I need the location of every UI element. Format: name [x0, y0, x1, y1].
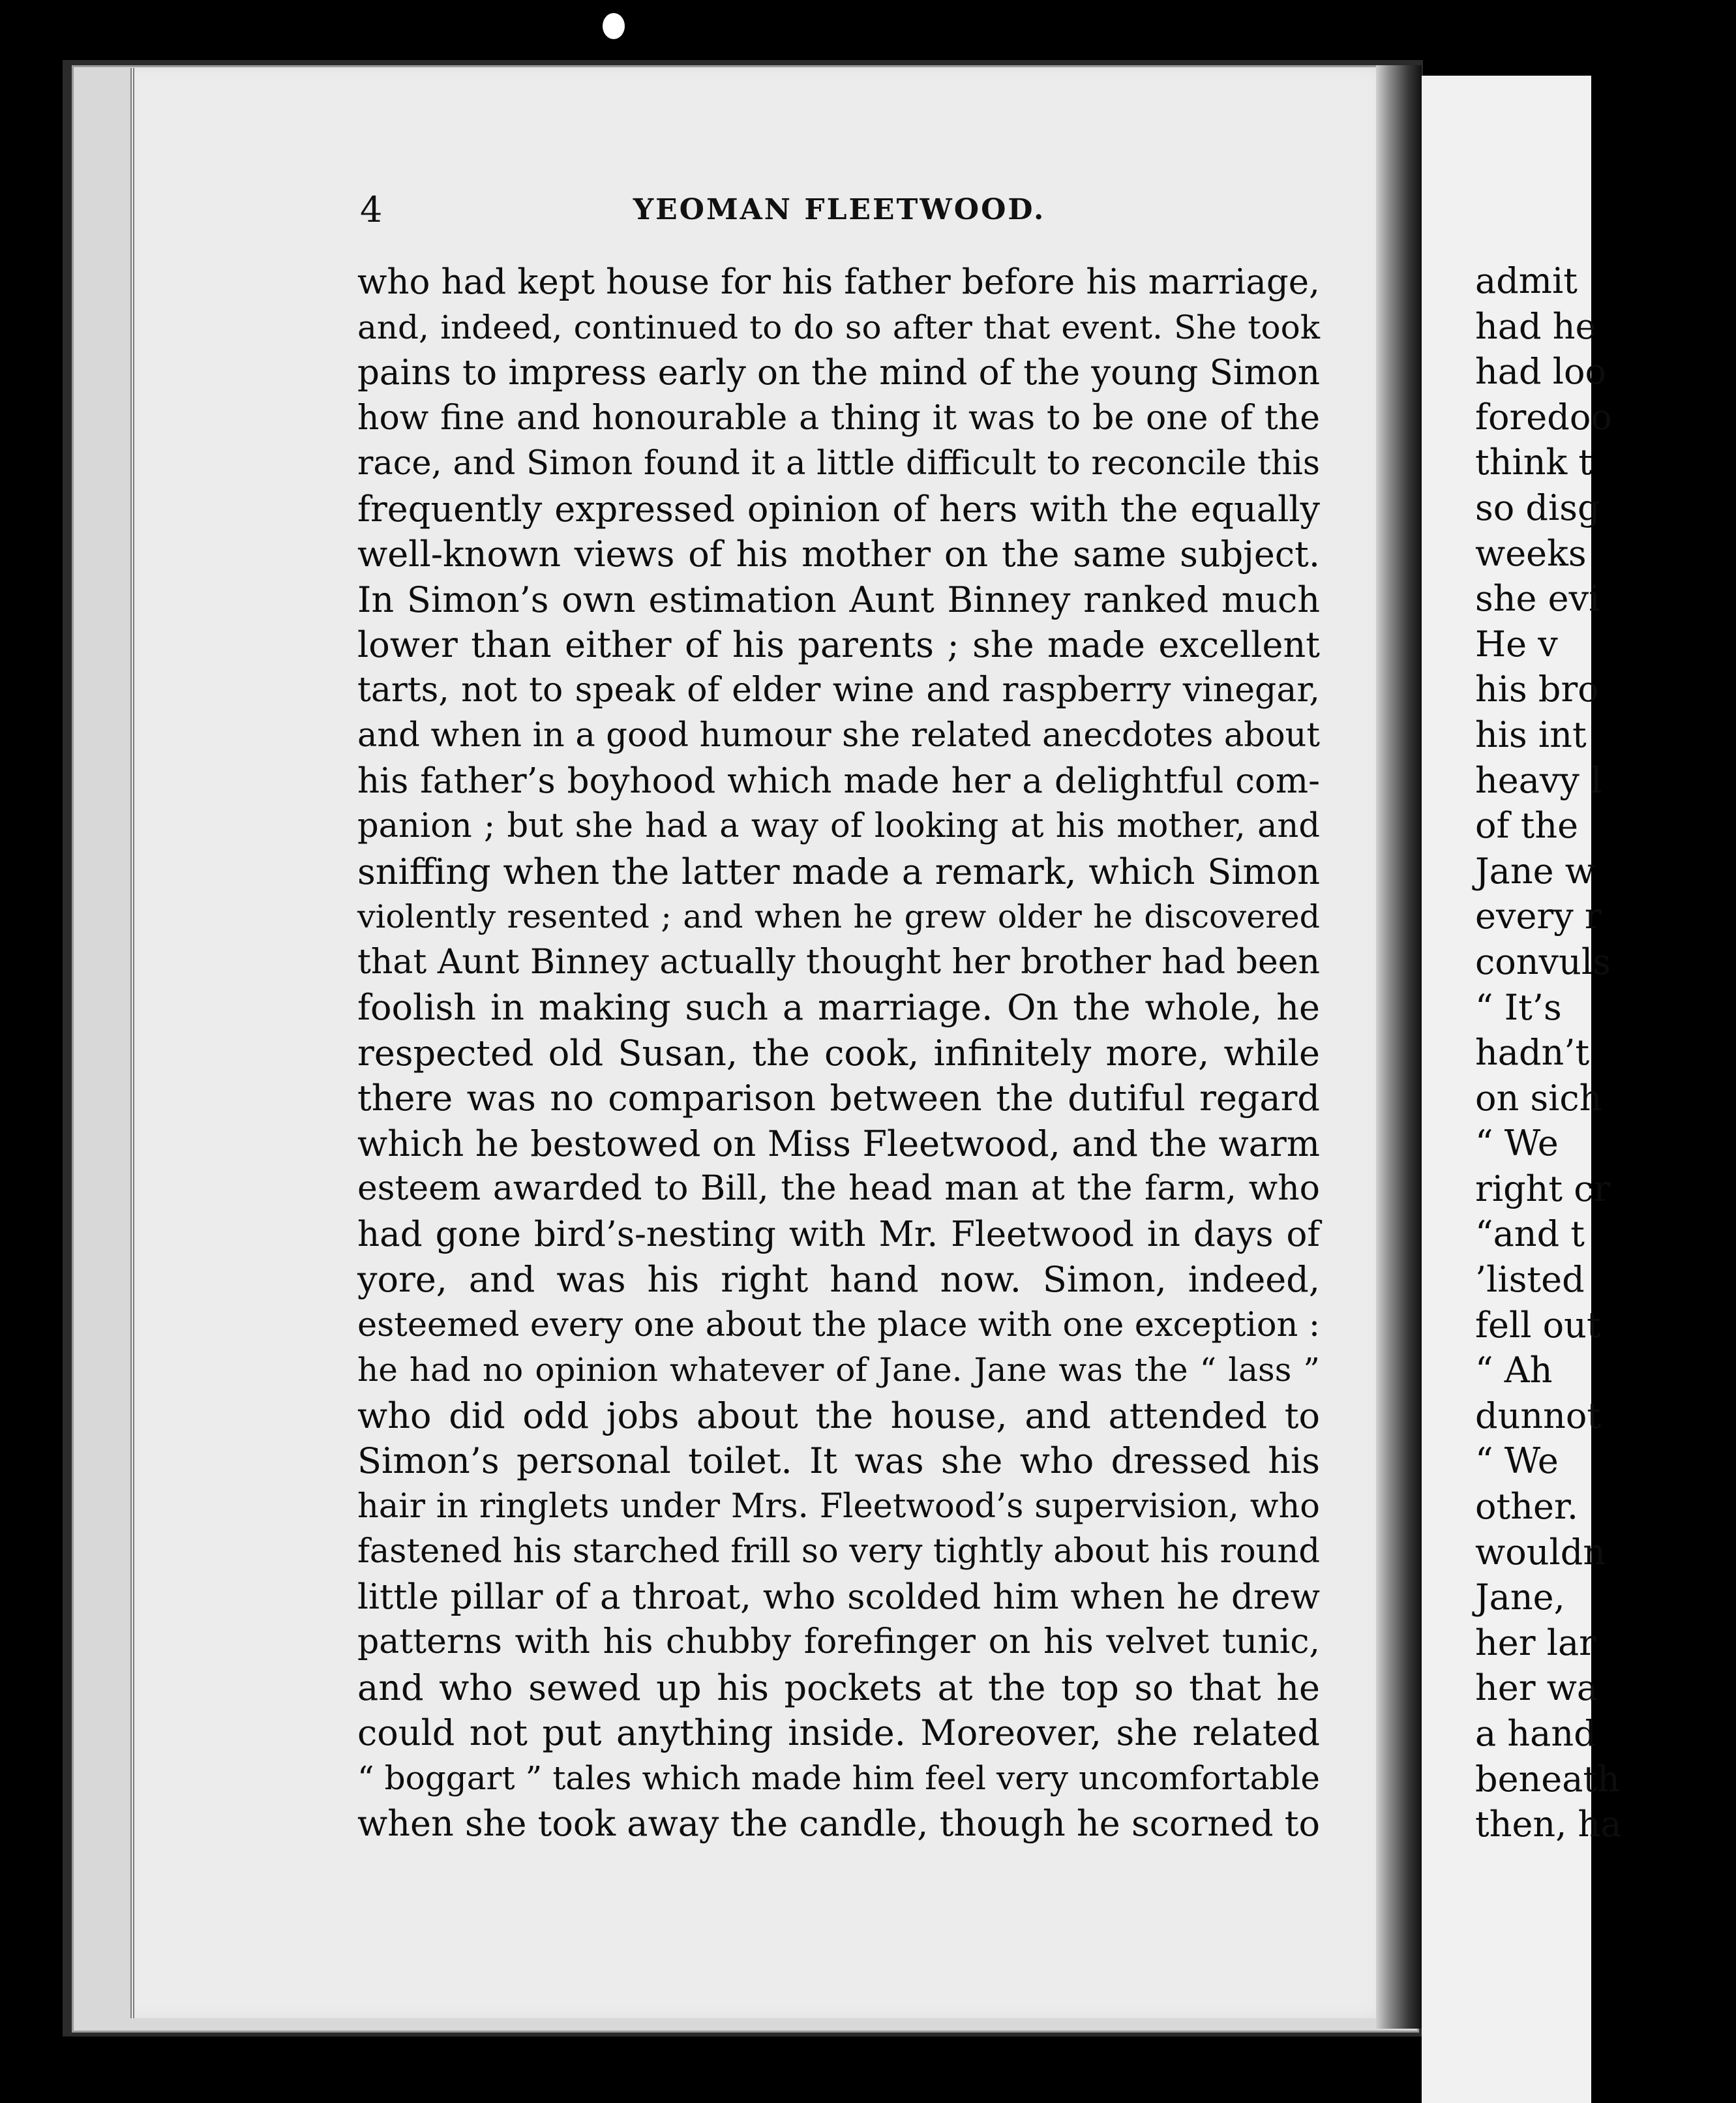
scan-speck — [603, 13, 625, 39]
text-line: there was no comparison between the dutiful regard — [357, 1078, 1320, 1119]
text-line: Simon’s personal toilet. It was she who dressed his — [357, 1440, 1320, 1481]
right-page-line: then, ha — [1475, 1804, 1622, 1845]
text-line: tarts, not to speak of elder wine and raspberry vinegar, — [357, 670, 1320, 710]
right-page-line: every r — [1475, 896, 1602, 937]
text-line: and who sewed up his pockets at the top so that he — [357, 1667, 1320, 1708]
right-page-line: her wa — [1475, 1667, 1598, 1709]
right-page-line: “ It’s — [1475, 986, 1562, 1028]
right-page-line: fell out — [1475, 1304, 1601, 1346]
text-line: had gone bird’s-nesting with Mr. Fleetwood in days of — [357, 1214, 1320, 1254]
running-title: YEOMAN FLEETWOOD. — [633, 193, 1046, 226]
right-page-line: admit — [1475, 260, 1578, 301]
text-line: violently resented ; and when he grew older he discovered — [357, 898, 1320, 935]
right-page-line: convuls — [1475, 941, 1611, 982]
left-page-text — [357, 260, 1320, 1847]
text-line: lower than either of his parents ; she made excellent — [357, 624, 1320, 665]
right-page-line: wouldn — [1475, 1531, 1606, 1573]
text-line: and when in a good humour she related anecdotes about — [357, 716, 1320, 755]
scan-top-edge — [0, 0, 1591, 59]
text-line: well-known views of his mother on the same subject. — [357, 534, 1320, 575]
right-page-line: on sich — [1475, 1077, 1602, 1119]
right-page — [1422, 76, 1622, 2103]
right-page-line: other. — [1475, 1486, 1578, 1528]
text-line: little pillar of a throat, who scolded him when he drew — [357, 1577, 1320, 1617]
right-page-line: “ We — [1475, 1440, 1559, 1482]
right-page-line: Jane w — [1475, 850, 1595, 892]
text-line: patterns with his chubby forefinger on his velvet tunic, — [357, 1622, 1320, 1661]
text-line: sniffing when the latter made a remark, which Simon — [357, 851, 1320, 892]
text-line: which he bestowed on Miss Fleetwood, and the warm — [357, 1123, 1320, 1164]
text-line: esteemed every one about the place with one exception : — [357, 1305, 1320, 1344]
right-page-line: dunnot — [1475, 1395, 1602, 1436]
text-line: respected old Susan, the cook, infinitely more, while — [357, 1032, 1320, 1074]
text-line: he had no opinion whatever of Jane. Jane was the “ lass ” — [357, 1351, 1320, 1389]
right-page-text — [1475, 258, 1736, 1847]
text-line: his father’s boyhood which made her a delightful com- — [357, 761, 1320, 801]
right-page-line: ’listed — [1475, 1259, 1585, 1301]
text-line: race, and Simon found it a little difficult to reconcile this — [357, 444, 1320, 483]
text-line: foolish in making such a marriage. On the whole, he — [357, 987, 1320, 1028]
text-line: In Simon’s own estimation Aunt Binney ranked much — [357, 579, 1320, 620]
right-page-line: so disg — [1475, 487, 1600, 528]
text-line: hair in ringlets under Mrs. Fleetwood’s supervision, who — [357, 1487, 1320, 1526]
text-line: fastened his starched frill so very tightly about his round — [357, 1532, 1320, 1571]
running-head — [360, 189, 1319, 241]
right-page-line: had loo — [1475, 351, 1606, 393]
text-line: panion ; but she had a way of looking at his mother, and — [357, 807, 1320, 845]
right-page-line: his int — [1475, 714, 1587, 755]
text-line: who did odd jobs about the house, and attended to — [357, 1395, 1320, 1436]
right-page-line: “and t — [1475, 1213, 1585, 1255]
right-page-line: foredoo — [1475, 396, 1612, 438]
text-line: who had kept house for his father before his marriage, — [357, 262, 1320, 302]
text-line: yore, and was his right hand now. Simon, indeed, — [357, 1259, 1320, 1300]
right-page-line: “ Ah — [1475, 1350, 1553, 1391]
text-line: and, indeed, continued to do so after that event. She took — [357, 308, 1320, 346]
text-line: when she took away the candle, though he scorned to — [357, 1803, 1320, 1844]
right-page-line: of the — [1475, 805, 1579, 847]
right-page-line: hadn’t — [1475, 1032, 1590, 1074]
right-page-line: beneath — [1475, 1758, 1620, 1800]
right-page-line: right cr — [1475, 1168, 1611, 1209]
page-number: 4 — [360, 189, 383, 230]
right-page-line: his bro — [1475, 669, 1599, 710]
right-page-line: her lar — [1475, 1622, 1596, 1663]
right-page-line: weeks — [1475, 532, 1587, 574]
right-page-line: had he — [1475, 305, 1596, 347]
book-gutter — [1376, 65, 1422, 2029]
text-line: pains to impress early on the mind of the young Simon — [357, 353, 1320, 393]
right-page-line: He v — [1475, 623, 1558, 665]
right-page-line: she evi — [1475, 578, 1600, 620]
text-line: that Aunt Binney actually thought her brother had been — [357, 942, 1320, 982]
right-page-line: think t — [1475, 442, 1593, 483]
text-line: frequently expressed opinion of hers with the equally — [357, 488, 1320, 530]
text-line: could not put anything inside. Moreover, she related — [357, 1712, 1320, 1753]
right-page-line: “ We — [1475, 1123, 1559, 1164]
right-page-line: Jane, — [1475, 1577, 1565, 1618]
right-page-line: heavy l — [1475, 759, 1602, 801]
text-line: esteem awarded to Bill, the head man at the farm, who — [357, 1169, 1320, 1208]
right-page-line: a hand — [1475, 1713, 1596, 1754]
text-line: “ boggart ” tales which made him feel very uncomfortable — [357, 1759, 1320, 1797]
text-line: how fine and honourable a thing it was to be one of the — [357, 398, 1320, 438]
